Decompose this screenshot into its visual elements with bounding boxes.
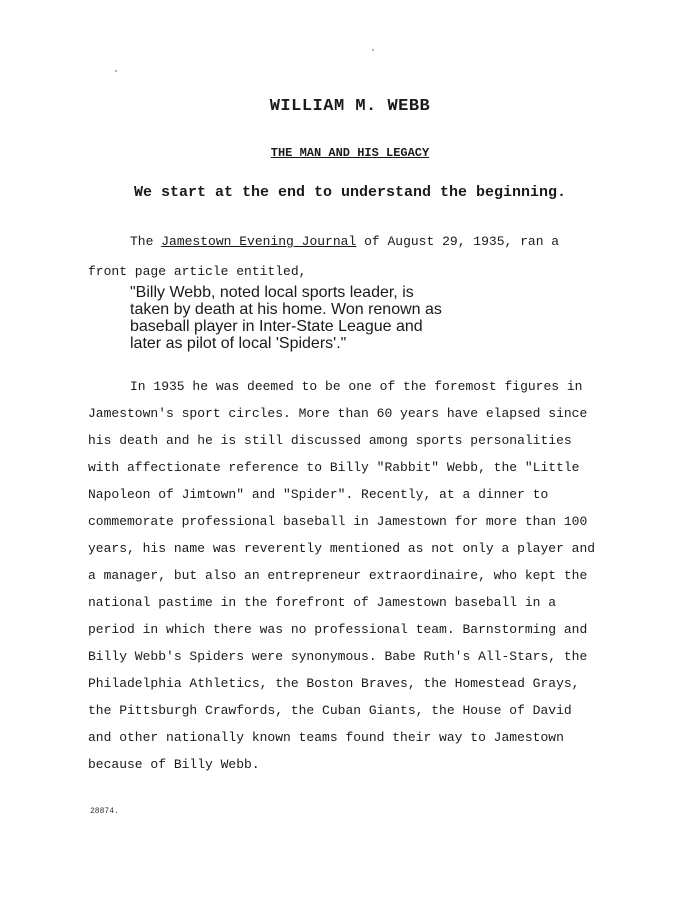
intro-paragraph [88,227,628,287]
body-line: his death and he is still discussed among sports personalities [88,433,572,448]
quote-line: baseball player in Inter-State League and [130,318,423,335]
document-title: WILLIAM M. WEBB [269,97,431,116]
scan-speck [372,49,374,51]
body-line: Philadelphia Athletics, the Boston Braves, the Homestead Grays, [88,676,580,691]
quote-line: taken by death at his home. Won renown as [130,301,442,318]
body-line: national pastime in the forefront of Jamestown baseball in a [88,595,557,610]
intro-lead: The [130,234,154,249]
body-line: Napoleon of Jimtown" and "Spider". Recently, at a dinner to [88,487,549,502]
body-line: years, his name was reverently mentioned as not only a player and [88,541,596,556]
body-line: a manager, but also an entrepreneur extraordinaire, who kept the [88,568,588,583]
body-line: the Pittsburgh Crawfords, the Cuban Giants, the House of David [88,703,572,718]
quote-line: "Billy Webb, noted local sports leader, is [130,284,414,301]
body-line: period in which there was no professional team. Barnstorming and [88,622,588,637]
document-tagline: We start at the end to understand the beginning. [133,184,567,201]
body-line: because of Billy Webb. [88,757,260,772]
intro-line2: front page article entitled, [88,264,307,279]
scan-speck [115,70,117,72]
body-line: Billy Webb's Spiders were synonymous. Babe Ruth's All-Stars, the [88,649,588,664]
body-line: and other nationally known teams found their way to Jamestown [88,730,564,745]
body-line: Jamestown's sport circles. More than 60 years have elapsed since [88,406,588,421]
publication-name: Jamestown Evening Journal [161,234,357,249]
quote-line: later as pilot of local 'Spiders'." [130,335,347,352]
body-line: In 1935 he was deemed to be one of the foremost figures in [130,379,583,394]
body-line: commemorate professional baseball in Jamestown for more than 100 [88,514,588,529]
footer-reference-code: 28874. [90,807,119,816]
intro-rest: of August 29, 1935, ran a [364,234,560,249]
document-subtitle: THE MAN AND HIS LEGACY [270,146,430,160]
headline-quote [130,284,590,352]
body-paragraph [88,373,648,778]
body-line: with affectionate reference to Billy "Rabbit" Webb, the "Little [88,460,580,475]
